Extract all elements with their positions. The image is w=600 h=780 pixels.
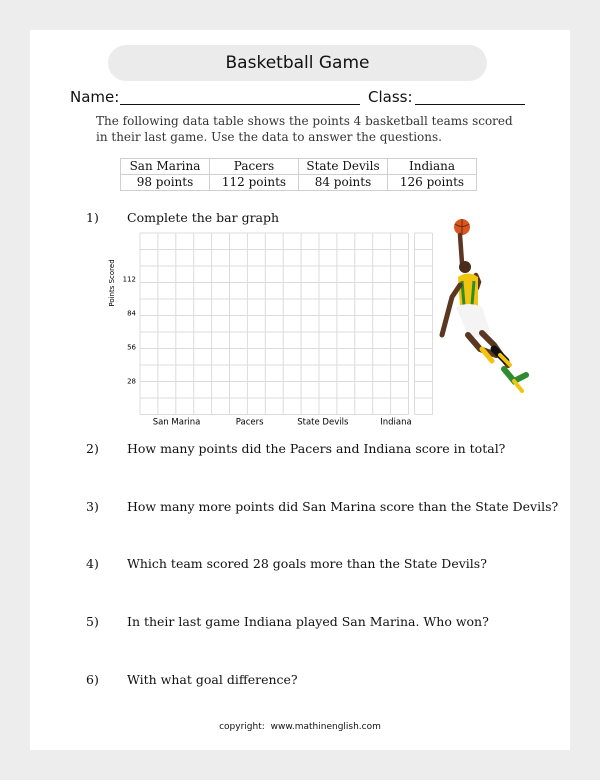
table-cell: 98 points [121,175,210,191]
question-number: 5) [86,614,99,629]
table-row-points [121,175,477,191]
question-number: 4) [86,556,99,571]
y-tick-label: 28 [127,377,136,386]
y-tick-labels [123,276,137,386]
table-cell: 112 points [210,175,299,191]
y-tick-label: 56 [127,343,136,352]
table-cell: 84 points [299,175,388,191]
y-tick-label: 112 [122,275,136,284]
question-text: Which team scored 28 goals more than the State Devils? [127,556,487,571]
y-tick-label: 84 [127,309,136,318]
question-number: 1) [86,210,99,225]
points-table [120,158,477,191]
name-class-row [70,86,530,108]
basketball-player-image [438,215,530,393]
question-text: How many points did the Pacers and Indiana score in total? [127,441,506,456]
intro-text: The following data table shows the points 4 basketball teams scored in their last game. Use the data to answer the questions. [96,114,513,144]
table-row-teams [121,159,477,175]
question-text: How many more points did San Marina score than the State Devils? [127,499,559,514]
x-tick-label: Indiana [380,417,412,425]
question-number: 2) [86,441,99,456]
question-text: With what goal difference? [127,672,298,687]
question-text: Complete the bar graph [127,210,280,225]
table-cell: San Marina [121,159,210,175]
name-label: Name: [70,88,120,106]
class-field[interactable] [415,104,525,105]
x-tick-labels [153,418,412,426]
question-number: 3) [86,499,99,514]
x-tick-label: State Devils [297,417,349,425]
table-cell: Pacers [210,159,299,175]
x-tick-label: San Marina [152,417,201,425]
copyright-text: copyright: www.mathinenglish.com [219,722,381,732]
table-cell: Indiana [388,159,477,175]
bar-graph [100,225,440,425]
question-text: In their last game Indiana played San Marina. Who won? [127,614,489,629]
class-label: Class: [368,88,413,106]
graph-grid [140,233,433,415]
name-field[interactable] [120,104,360,105]
y-axis-label: Points Scored [108,259,116,307]
table-cell: State Devils [299,159,388,175]
table-cell: 126 points [388,175,477,191]
question-number: 6) [86,672,99,687]
x-tick-label: Pacers [235,417,264,425]
worksheet-title: Basketball Game [108,45,487,81]
